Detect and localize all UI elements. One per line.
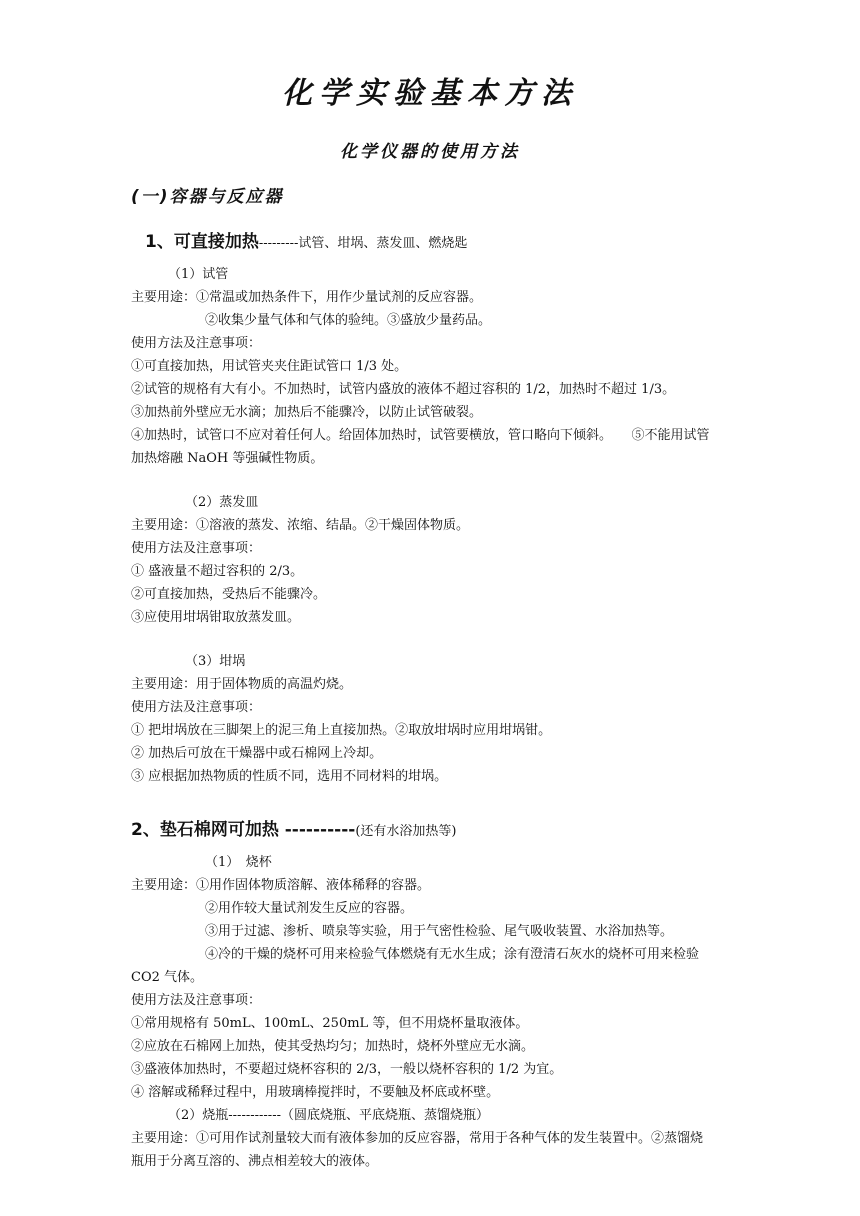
dish-note-2: ②可直接加热，受热后不能骤冷。 <box>131 587 327 602</box>
flask-usage-1: 主要用途：①可用作试剂量较大而有液体参加的反应容器，常用于各种气体的发生装置中。②蒸馏烧 <box>131 1131 704 1146</box>
tube-usage-2: ②收集少量气体和气体的验纯。③盛放少量药品。 <box>205 313 492 328</box>
part2-heading-title: 2、垫石棉网可加热 ---------- <box>131 820 356 840</box>
tube-note-4: ④加热时，试管口不应对着任何人。给固体加热时，试管要横放，管口略向下倾斜。 ⑤不能用试管 <box>131 428 710 443</box>
dish-note-3: ③应使用坩埚钳取放蒸发皿。 <box>131 610 301 625</box>
beaker-usage-3: ③用于过滤、渗析、喷泉等实验，用于气密性检验、尾气吸收装置、水浴加热等。 <box>205 924 674 939</box>
crucible-label: （3）坩埚 <box>185 654 246 669</box>
beaker-note-4: ④ 溶解或稀释过程中，用玻璃棒搅拌时，不要触及杯底或杯壁。 <box>131 1085 500 1100</box>
part1-heading <box>145 230 467 256</box>
tube-usage: 主要用途：①常温或加热条件下，用作少量试剂的反应容器。 <box>131 290 483 305</box>
beaker-usage: 主要用途：①用作固体物质溶解、液体稀释的容器。 <box>131 878 431 893</box>
dish-notes-title: 使用方法及注意事项： <box>131 541 262 556</box>
flask-label: （2）烧瓶------------（圆底烧瓶、平底烧瓶、蒸馏烧瓶） <box>168 1108 489 1123</box>
flask-usage-2: 瓶用于分离互溶的、沸点相差较大的液体。 <box>131 1154 379 1169</box>
beaker-note-1: ①常用规格有 50mL、100mL、250mL 等，但不用烧杯量取液体。 <box>131 1016 529 1031</box>
beaker-notes-title: 使用方法及注意事项： <box>131 993 262 1008</box>
part2-heading-detail: (还有水浴加热等) <box>355 824 457 839</box>
crucible-usage: 主要用途：用于固体物质的高温灼烧。 <box>131 677 353 692</box>
part1-heading-title: 1、可直接加热 <box>145 232 259 252</box>
tube-note-1: ①可直接加热，用试管夹夹住距试管口 1/3 处。 <box>131 359 408 374</box>
beaker-note-2: ②应放在石棉网上加热，使其受热均匀；加热时，烧杯外壁应无水滴。 <box>131 1039 535 1054</box>
tube-note-3: ③加热前外壁应无水滴；加热后不能骤冷，以防止试管破裂。 <box>131 405 483 420</box>
beaker-usage-tail: CO2 气体。 <box>131 970 204 985</box>
beaker-note-3: ③盛液体加热时，不要超过烧杯容积的 2/3，一般以烧杯容积的 1/2 为宜。 <box>131 1062 563 1077</box>
beaker-usage-2: ②用作较大量试剂发生反应的容器。 <box>205 901 414 916</box>
crucible-note-3: ③ 应根据加热物质的性质不同，选用不同材料的坩埚。 <box>131 769 448 784</box>
page-subtitle: 化学仪器的使用方法 <box>340 142 520 162</box>
part1-heading-detail: ---------试管、坩埚、蒸发皿、燃烧匙 <box>258 236 468 251</box>
crucible-note-2: ② 加热后可放在干燥器中或石棉网上冷却。 <box>131 746 383 761</box>
tube-note-2: ②试管的规格有大有小。不加热时，试管内盛放的液体不超过容积的 1/2，加热时不超过 1/3。 <box>131 382 676 397</box>
crucible-note-1: ① 把坩埚放在三脚架上的泥三角上直接加热。②取放坩埚时应用坩埚钳。 <box>131 723 552 738</box>
section-heading: (一)容器与反应器 <box>131 187 284 207</box>
dish-usage: 主要用途：①溶液的蒸发、浓缩、结晶。②干燥固体物质。 <box>131 518 470 533</box>
dish-note-1: ① 盛液量不超过容积的 2/3。 <box>131 564 304 579</box>
tube-note-5: 加热熔融 NaOH 等强碱性物质。 <box>131 451 324 466</box>
tube-notes-title: 使用方法及注意事项： <box>131 336 262 351</box>
dish-label: （2）蒸发皿 <box>185 495 259 510</box>
beaker-usage-4: ④冷的干燥的烧杯可用来检验气体燃烧有无水生成；涂有澄清石灰水的烧杯可用来检验 <box>205 947 700 962</box>
beaker-label: （1） 烧杯 <box>205 855 272 870</box>
crucible-notes-title: 使用方法及注意事项： <box>131 700 262 715</box>
tube-label: （1）试管 <box>168 267 229 282</box>
page-title: 化学实验基本方法 <box>282 76 578 111</box>
part2-heading <box>131 818 456 844</box>
